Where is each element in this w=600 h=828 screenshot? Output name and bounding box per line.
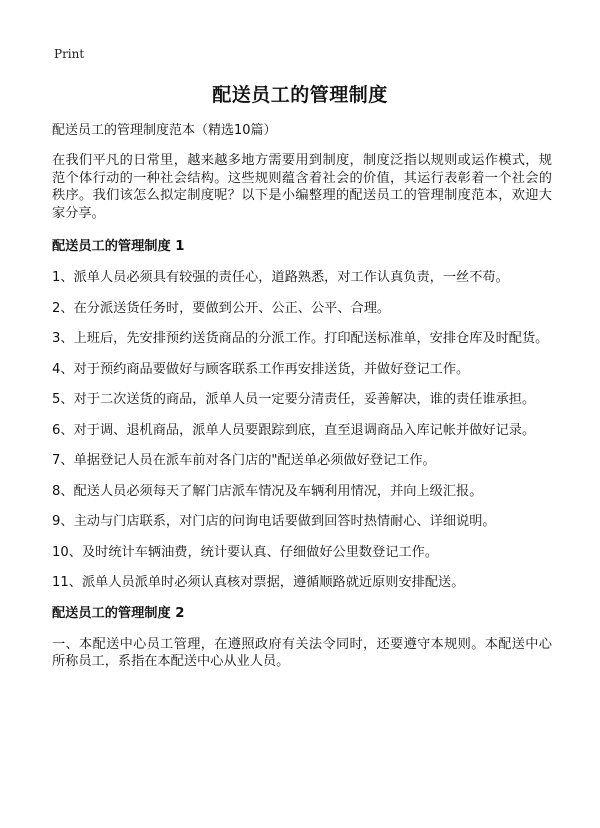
rule-item: 10、及时统计车辆油费，统计要认真、仔细做好公里数登记工作。 xyxy=(52,544,439,560)
section-heading-2: 配送员工的管理制度 2 xyxy=(52,605,185,621)
section-heading-1: 配送员工的管理制度 1 xyxy=(52,239,185,254)
rule-item: 4、对于预约商品要做好与顾客联系工作再安排送货，并做好登记工作。 xyxy=(52,361,470,377)
rule-item: 7、单据登记人员在派车前对各门店的"配送单必须做好登记工作。 xyxy=(52,453,436,468)
document-title: 配送员工的管理制度 xyxy=(212,84,388,106)
rule-item: 1、派单人员必须具有较强的责任心，道路熟悉，对工作认真负责，一丝不苟。 xyxy=(52,270,509,285)
rule-item: 8、配送人员必须每天了解门店派车情况及车辆利用情况，并向上级汇报。 xyxy=(52,483,483,499)
rule-item: 11、派单人员派单时必须认真核对票据，遵循顺路就近原则安排配送。 xyxy=(52,575,465,590)
rule-item: 9、主动与门店联系，对门店的问询电话要做到回答时热情耐心、详细说明。 xyxy=(52,514,496,529)
rule-item: 2、在分派送货任务时，要做到公开、公正、公平、合理。 xyxy=(52,300,391,316)
rule-item: 3、上班后，先安排预约送货商品的分派工作。打印配送标准单，安排仓库及时配货。 xyxy=(52,331,549,346)
document-body xyxy=(52,122,552,684)
rule-item: 6、对于调、退机商品，派单人员要跟踪到底，直至退调商品入库记帐并做好记录。 xyxy=(52,422,536,438)
rule-item: 5、对于二次送货的商品，派单人员一定要分清责任，妥善解决，谁的责任谁承担。 xyxy=(52,392,536,407)
print-link[interactable]: Print xyxy=(54,47,85,61)
document-subtitle: 配送员工的管理制度范本（精选10篇） xyxy=(52,123,277,138)
rule-item: 一、本配送中心员工管理，在遵照政府有关法令同时，还要遵守本规则。本配送中心所称员工，系指在本配送中心从业人员。 xyxy=(52,636,552,669)
intro-paragraph: 在我们平凡的日常里，越来越多地方需要用到制度，制度泛指以规则或运作模式，规范个体行动的一种社会结构。这些规则蕴含着社会的价值，其运行表彰着一个社会的秩序。我们该怎么拟定制度呢？以下是小编整理的配送员工的管理制度范本，欢迎大家分享。 xyxy=(52,153,552,221)
